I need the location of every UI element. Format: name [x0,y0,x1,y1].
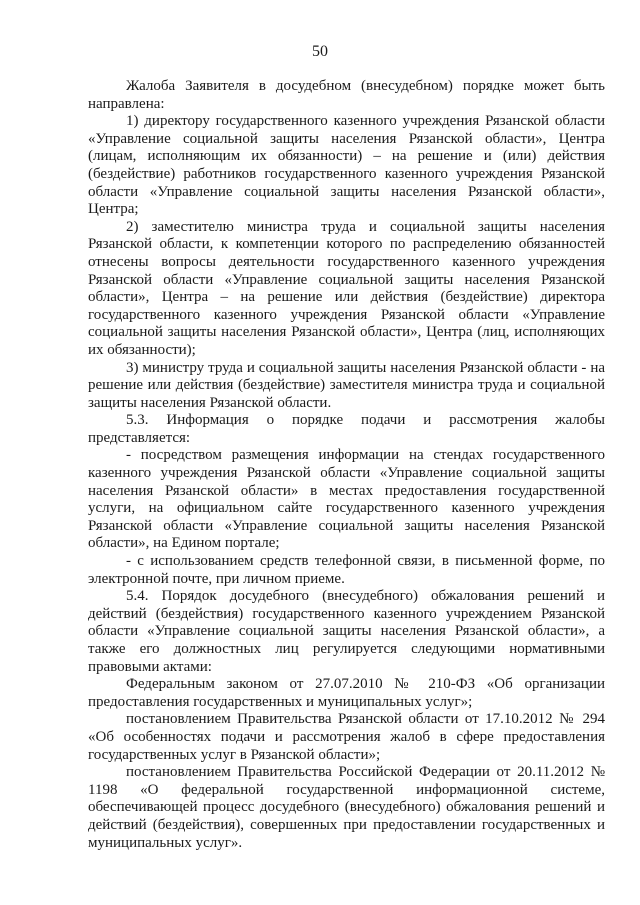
paragraph-item-2-deputy-minister: 2) заместителю министра труда и социальной защиты населения Рязанской области, к компетенции которого по распределению обязанностей отнесены вопросы деятельности государственного казенного учреждения Рязанской области «Управление социальной защиты населения Рязанской области», Центра – на решение или действия (бездействие) директора государственного казенного учреждения Рязанской области «Управление социальной защиты населения Рязанской области», Центра (лиц, исполняющих их обязанности); [88,218,605,358]
paragraph-russian-resolution: постановлением Правительства Российской Федерации от 20.11.2012 № 1198 «О федеральной государственной информационной системе, обеспечивающей процесс досудебного (внесудебного) обжалования решений и действий (бездействия), совершенных при предоставлении государственных и муниципальных услуг». [88,764,605,851]
paragraph-ryazan-resolution: постановлением Правительства Рязанской области от 17.10.2012 № 294 «Об особенностях подачи и рассмотрения жалоб в сфере предоставления государственных услуг в Рязанской области»; [88,711,605,763]
paragraph-stands-info: - посредством размещения информации на стендах государственного казенного учреждения Рязанской области «Управление социальной защиты населения Рязанской области» в местах предоставления государственной услуги, на официальном сайте государственного казенного учреждения Рязанской области «Управление социальной защиты населения Рязанской области», на Едином портале; [88,447,605,552]
paragraph-section-5-3: 5.3. Информация о порядке подачи и рассмотрения жалобы представляется: [88,412,605,446]
paragraph-section-5-4: 5.4. Порядок досудебного (внесудебного) обжалования решений и действий (бездействия) государственного казенного учреждением Рязанской области «Управление социальной защиты населения Рязанской области», а также его должностных лиц регулируется следующими нормативными правовыми актами: [88,588,605,675]
paragraph-item-3-minister: 3) министру труда и социальной защиты населения Рязанской области - на решение или действия (бездействие) заместителя министра труда и социальной защиты населения Рязанской области. [88,359,605,411]
page-number: 50 [312,43,328,60]
paragraph-complaint-intro: Жалоба Заявителя в досудебном (внесудебном) порядке может быть направлена: [88,78,605,112]
paragraph-federal-law: Федеральным законом от 27.07.2010 № 210-ФЗ «Об организации предоставления государственных и муниципальных услуг»; [88,676,605,710]
document-body [88,78,605,852]
paragraph-item-1-director: 1) директору государственного казенного учреждения Рязанской области «Управление социальной защиты населения Рязанской области», Центра (лицам, исполняющим их обязанности) – на решение и (или) действия (бездействие) работников государственного казенного учреждения Рязанской области «Управление социальной защиты населения Рязанской области», Центра; [88,113,605,218]
paragraph-phone-info: - с использованием средств телефонной связи, в письменной форме, по электронной почте, при личном приеме. [88,553,605,587]
